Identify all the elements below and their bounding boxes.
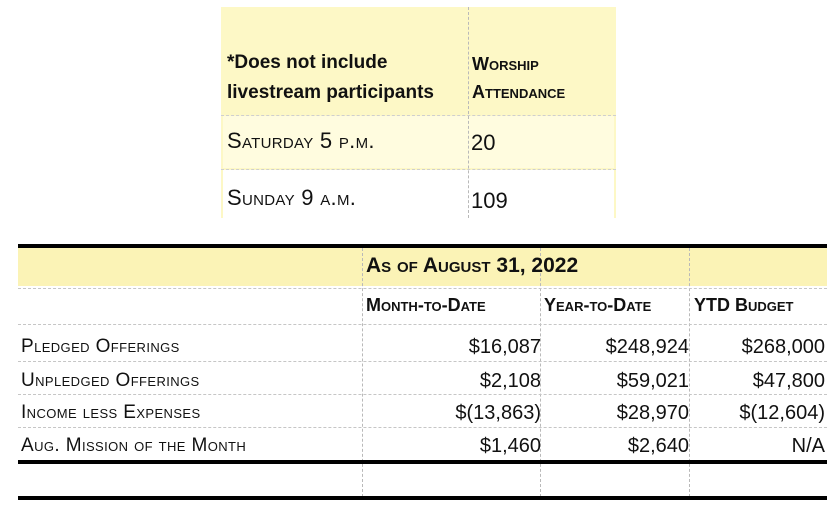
attendance-value-sunday: 109: [471, 188, 508, 213]
cell-income-ytd: $28,970: [616, 402, 689, 424]
cell-unpledged-budget: $47,800: [752, 370, 825, 392]
row-divider: [18, 394, 827, 395]
attendance-table: [221, 7, 616, 218]
row-divider: [18, 288, 827, 289]
attendance-label-sunday: Sunday 9 a.m.: [227, 185, 357, 210]
row-divider: [221, 115, 616, 116]
cell-pledged-ytd: $248,924: [605, 336, 689, 358]
attendance-heading: Worship Attendance: [472, 54, 566, 102]
cell-mission-budget: N/A: [791, 435, 825, 457]
row-label-mission: Aug. Mission of the Month: [21, 435, 247, 456]
row-label-unpledged: Unpledged Offerings: [21, 370, 200, 391]
attendance-label-saturday: Saturday 5 p.m.: [227, 128, 375, 153]
attendance-value-saturday: 20: [471, 130, 496, 155]
column-header-ytd: Year-to-Date: [544, 295, 652, 315]
cell-mission-mtd: $1,460: [479, 435, 541, 457]
cell-mission-ytd: $2,640: [627, 435, 689, 457]
column-header-budget: YTD Budget: [694, 295, 794, 315]
column-divider: [468, 7, 469, 218]
row-divider: [18, 324, 827, 325]
cell-income-mtd: $(13,863): [455, 402, 541, 424]
cell-pledged-mtd: $16,087: [468, 336, 541, 358]
cell-unpledged-ytd: $59,021: [616, 370, 689, 392]
financial-title: As of August 31, 2022: [366, 254, 579, 277]
row-divider: [221, 169, 616, 170]
column-header-mtd: Month-to-Date: [366, 295, 486, 315]
row-label-income: Income less Expenses: [21, 402, 201, 423]
row-divider: [18, 427, 827, 428]
attendance-note: *Does not include livestream participants: [227, 52, 434, 103]
cell-pledged-budget: $268,000: [741, 336, 825, 358]
cell-unpledged-mtd: $2,108: [479, 370, 541, 392]
mid-rule: [18, 460, 827, 464]
row-label-pledged: Pledged Offerings: [21, 336, 180, 357]
cell-income-budget: $(12,604): [739, 402, 825, 424]
bottom-rule: [18, 496, 827, 500]
row-divider: [18, 361, 827, 362]
financial-table: [18, 244, 827, 501]
